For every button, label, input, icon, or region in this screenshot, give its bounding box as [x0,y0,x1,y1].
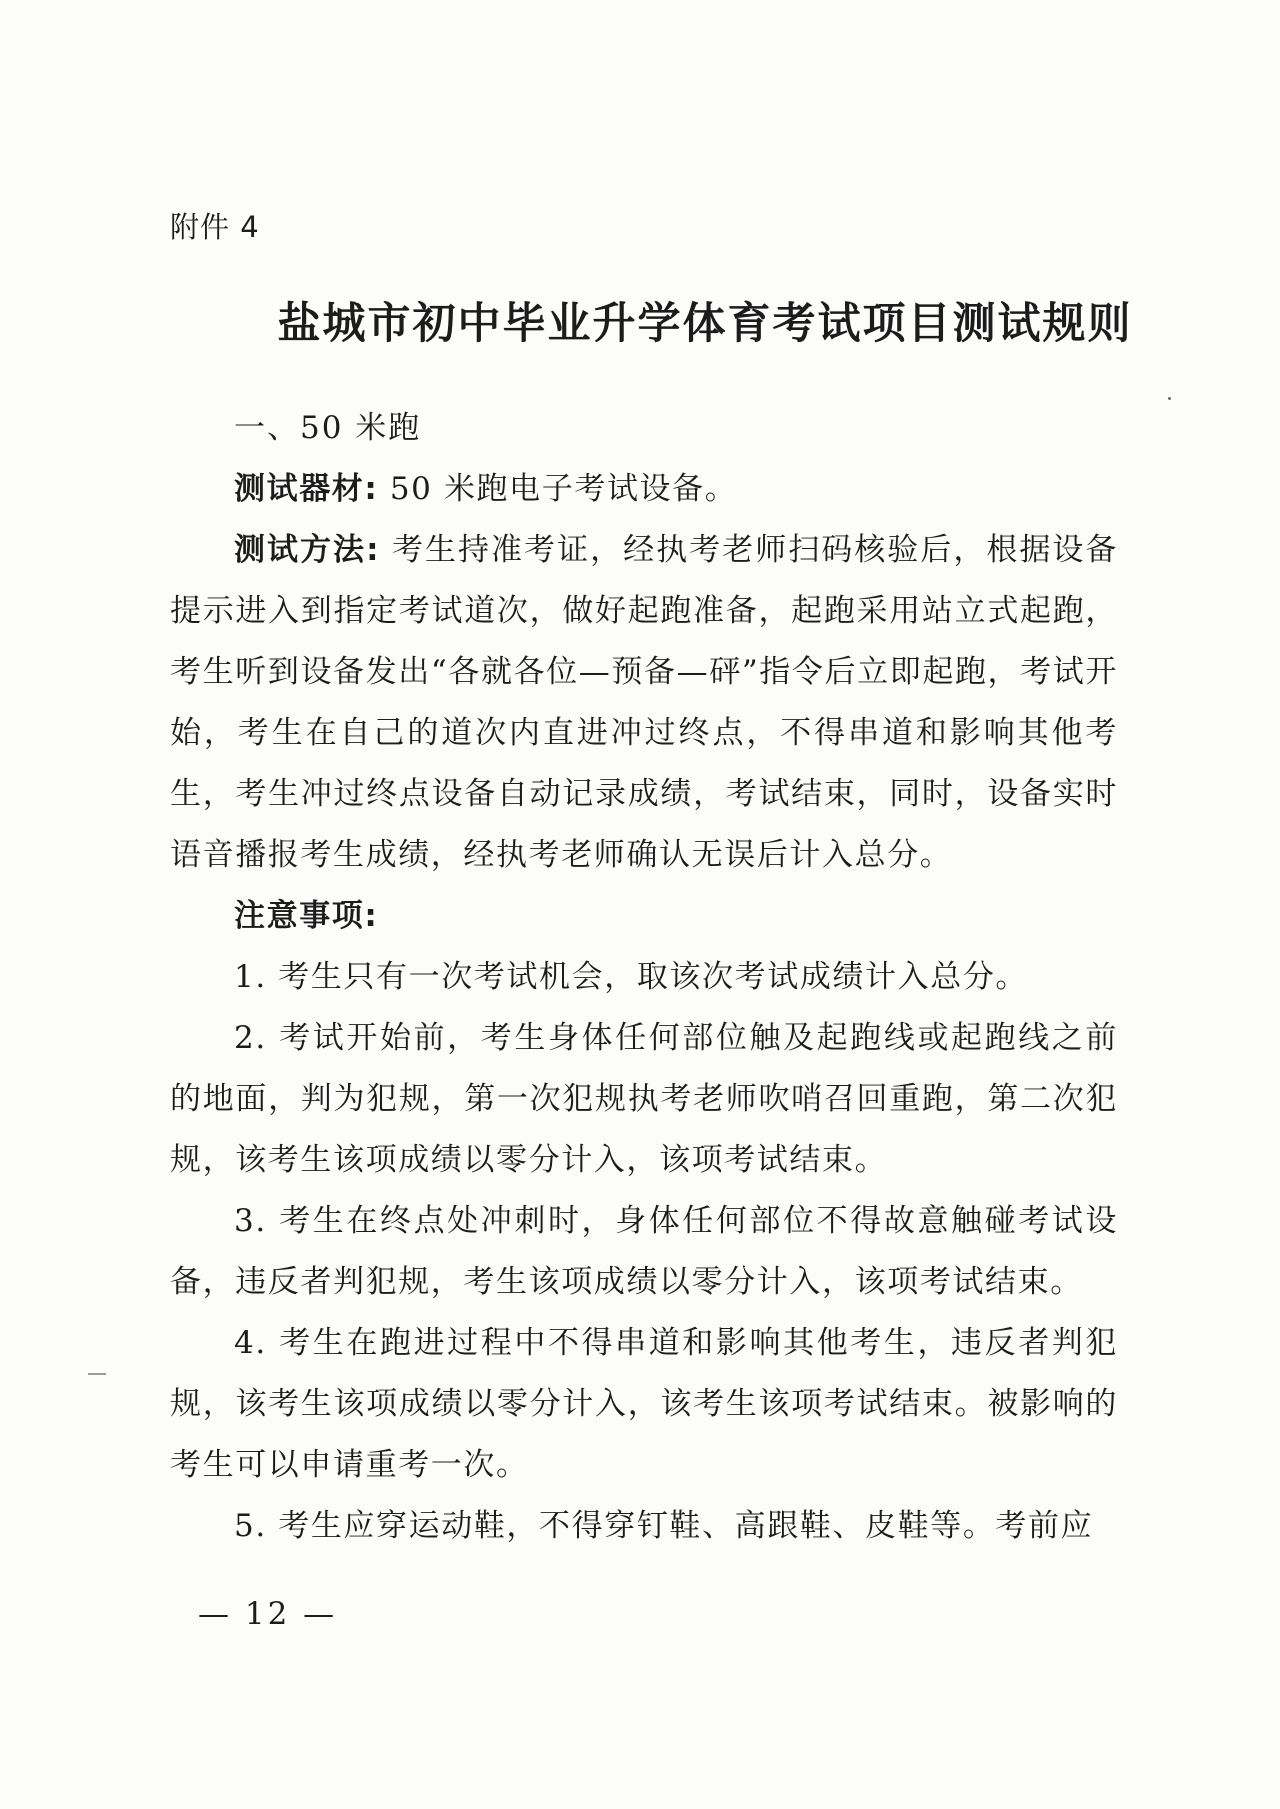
note-item-4: 4. 考生在跑进过程中不得串道和影响其他考生，违反者判犯规，该考生该项成绩以零分计入，该考生该项考试结束。被影响的考生可以申请重考一次。 [170,1325,1118,1483]
notes-label: 注意事项: [234,898,379,934]
equipment-label: 测试器材: [234,471,379,507]
method-text: 考生持准考证，经执考老师扫码核验后，根据设备提示进入到指定考试道次，做好起跑准备，起跑采用站立式起跑，考生听到设备发出“各就各位—预备—砰”指令后立即起跑，考试开始，考生在自己的道次内直进冲过终点，不得串道和影响其他考生，考生冲过终点设备自动记录成绩，考试结束，同时，设备实时语音播报考生成绩，经执考老师确认无误后计入总分。 [170,532,1118,873]
scan-speck [1168,397,1171,400]
note-item-3: 3. 考生在终点处冲刺时，身体任何部位不得故意触碰考试设备，违反者判犯规，考生该项成绩以零分计入，该项考试结束。 [170,1203,1118,1300]
equipment-text: 50 米跑电子考试设备。 [378,471,738,507]
document-title: 盐城市初中毕业升学体育考试项目测试规则 [277,299,1133,349]
attachment-label: 附件 4 [170,210,260,244]
note-item-2: 2. 考试开始前，考生身体任何部位触及起跑线或起跑线之前的地面，判为犯规，第一次犯规执考老师吹哨召回重跑，第二次犯规，该考生该项成绩以零分计入，该项考试结束。 [170,1020,1118,1178]
method-paragraph [170,520,1118,886]
equipment-paragraph [170,459,1118,520]
method-label: 测试方法: [234,532,381,568]
note-item-5: 5. 考生应穿运动鞋，不得穿钉鞋、高跟鞋、皮鞋等。考前应 [234,1508,1094,1544]
scan-mark [88,1373,106,1375]
page-number: — 12 — [198,1596,338,1632]
note-item-1: 1. 考生只有一次考试机会，取该次考试成绩计入总分。 [234,959,1029,995]
notes-heading [170,886,1118,947]
section-heading: 一、50 米跑 [234,410,422,446]
document-body [170,398,1118,1557]
